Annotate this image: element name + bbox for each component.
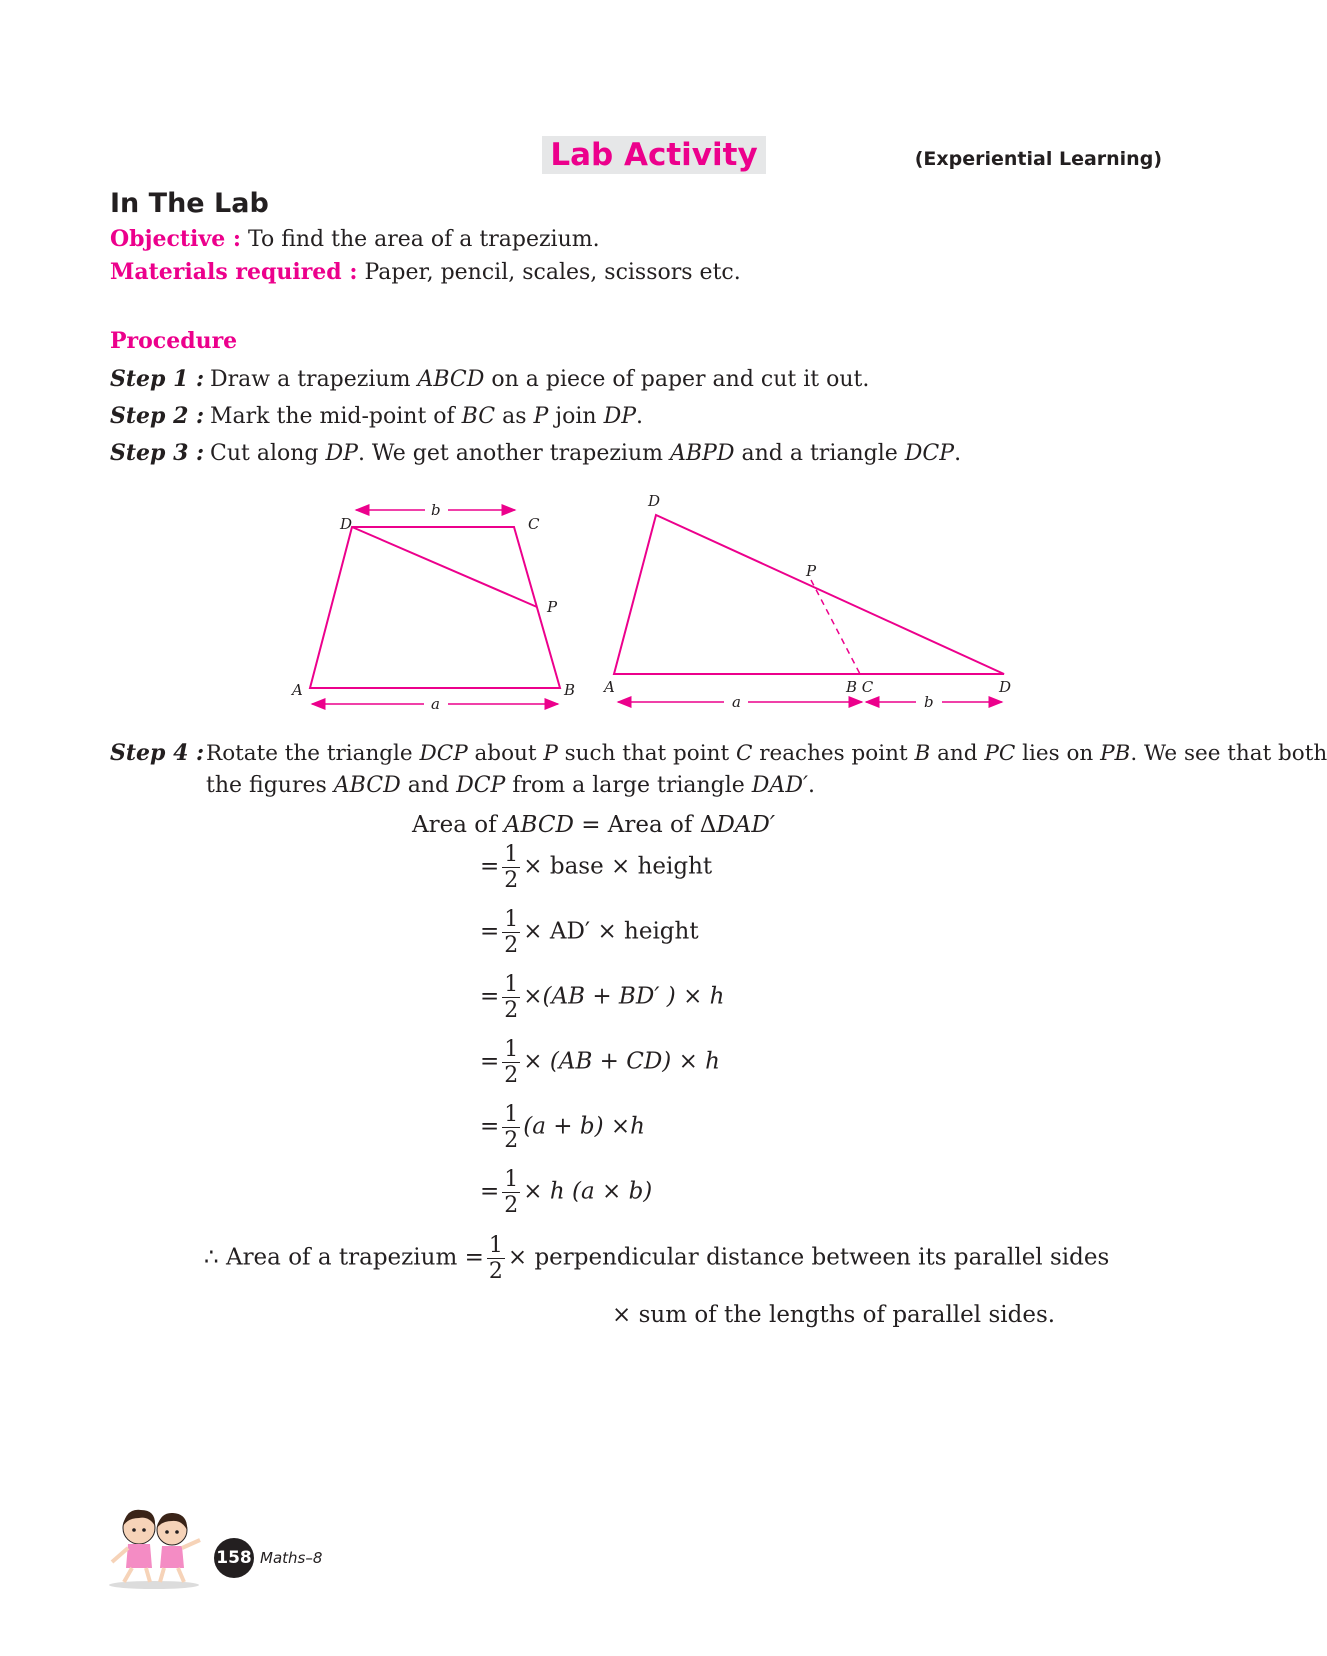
step-4-t5: C	[735, 741, 753, 766]
step-1-abcd: ABCD	[417, 367, 485, 392]
step-4-t0: Rotate the triangle	[206, 741, 420, 766]
conclusion-line-1	[204, 1233, 1109, 1284]
step-3	[110, 440, 961, 466]
fraction-den: 2	[504, 998, 519, 1023]
step-3-dp: DP	[325, 441, 358, 466]
step-4-l2-t1: ABCD	[333, 773, 401, 798]
section-title: In The Lab	[110, 188, 269, 219]
conclusion-line-2: × sum of the lengths of parallel sides.	[612, 1302, 1056, 1328]
triangle-dad	[614, 515, 1004, 674]
fig2-label-d-right: D	[999, 678, 1012, 696]
fraction-num: 1	[504, 1102, 519, 1127]
fig1-label-a: A	[292, 681, 303, 699]
fig1-label-b: B	[564, 681, 576, 699]
step-4-t2: about	[467, 741, 544, 766]
deriv-abcd: ABCD	[503, 812, 574, 838]
materials-label: Materials required :	[110, 259, 358, 285]
step-2-bc: BC	[461, 404, 496, 429]
step-3-label: Step 3 :	[110, 440, 205, 466]
step-2-text-2: as	[495, 404, 534, 429]
book-title: Maths–8	[260, 1549, 323, 1567]
step-2-text-4: .	[636, 404, 644, 429]
fraction-half	[502, 1167, 520, 1218]
activity-title: Lab Activity	[542, 136, 766, 174]
fraction-num: 1	[504, 842, 519, 867]
derivation-row-1	[480, 842, 712, 893]
step-3-text-2: . We get another trapezium	[357, 441, 670, 466]
step-4-t11: PB	[1100, 741, 1131, 766]
dashed-segment-pb	[811, 580, 860, 674]
derivation-row-3	[480, 972, 725, 1023]
step-2-dp: DP	[603, 404, 637, 429]
row-4-expr: × (AB + CD) × h	[523, 1048, 720, 1075]
fig2-label-len-b: b	[924, 693, 934, 711]
conclusion-text-1: Area of a trapezium =	[225, 1244, 484, 1271]
fraction-num: 1	[504, 1167, 519, 1192]
fig1-label-c: C	[528, 515, 540, 533]
row-3-expr: ×(AB + BD′ ) × h	[523, 983, 725, 1010]
conclusion-text-2: × perpendicular distance between its parallel sides	[507, 1244, 1110, 1271]
fraction-den: 2	[504, 1193, 519, 1218]
fraction-half	[502, 1102, 520, 1153]
equals-sign: =	[480, 1048, 500, 1075]
fig1-label-len-b: b	[431, 501, 441, 519]
step-1-text: Draw a trapezium	[210, 367, 418, 392]
procedure-title: Procedure	[110, 328, 238, 354]
fraction-num: 1	[504, 972, 519, 997]
segment-dp	[352, 527, 537, 607]
step-4-l2-t4: from a large triangle	[505, 773, 752, 798]
step-3-abpd: ABPD	[670, 441, 735, 466]
step-4-t10: lies on	[1015, 741, 1101, 766]
equals-sign: =	[480, 853, 500, 880]
derivation-first-line	[412, 812, 775, 838]
derivation-row-2	[480, 907, 699, 958]
step-3-text: Cut along	[210, 441, 326, 466]
step-4-t6: reaches point	[752, 741, 915, 766]
step-4-l2-t2: and	[400, 773, 457, 798]
trapezium-abcd	[310, 527, 560, 688]
step-2-text: Mark the mid-point of	[210, 404, 462, 429]
figure-1-trapezium	[290, 501, 575, 713]
step-4-l2-t3: DCP	[456, 773, 506, 798]
step-3-text-3: and a triangle	[734, 441, 905, 466]
derivation-row-5	[480, 1102, 645, 1153]
fig1-label-p: P	[547, 598, 558, 616]
fraction-den: 2	[504, 1128, 519, 1153]
fraction-num: 1	[504, 907, 519, 932]
step-4-t7: B	[914, 741, 931, 766]
step-4-t12: . We see that both	[1130, 741, 1327, 766]
derivation-row-6	[480, 1167, 652, 1218]
kids-mascot-icon	[104, 1500, 210, 1590]
fraction-num: 1	[488, 1233, 503, 1258]
step-1-label: Step 1 :	[110, 366, 205, 392]
step-4-t4: such that point	[557, 741, 736, 766]
step-4-t9: PC	[984, 741, 1016, 766]
row-2-expr: × AD′ × height	[523, 918, 699, 945]
deriv-dad: DAD′	[716, 812, 776, 838]
fraction-den: 2	[504, 1063, 519, 1088]
step-4-l2-t5: DAD′	[751, 773, 808, 798]
step-1	[110, 366, 869, 392]
step-3-text-4: .	[954, 441, 962, 466]
objective-line	[110, 226, 600, 252]
step-2-text-3: join	[548, 404, 604, 429]
objective-label: Objective :	[110, 226, 241, 252]
fig2-label-a: A	[604, 678, 615, 696]
step-4-l2-t6: .	[807, 773, 815, 798]
step-2-p: P	[533, 404, 549, 429]
objective-text: To find the area of a trapezium.	[247, 227, 600, 252]
trapezium-figures	[0, 480, 1296, 720]
derivation-row-4	[480, 1037, 720, 1088]
fraction-half	[487, 1233, 505, 1284]
step-4-t8: and	[930, 741, 985, 766]
figure-2-triangle	[602, 492, 1011, 711]
fig2-label-len-a: a	[732, 693, 741, 711]
equals-sign: =	[480, 1113, 500, 1140]
deriv-equals-area: = Area of Δ	[573, 812, 717, 838]
step-4-line-2	[206, 773, 815, 798]
equals-sign: =	[480, 918, 500, 945]
row-5-expr: (a + b) ×h	[523, 1113, 645, 1140]
deriv-area-of: Area of	[412, 812, 504, 838]
fraction-den: 2	[504, 933, 519, 958]
equals-sign: =	[480, 983, 500, 1010]
step-1-text-2: on a piece of paper and cut it out.	[484, 367, 870, 392]
fraction-half	[502, 842, 520, 893]
fraction-den: 2	[488, 1259, 503, 1284]
materials-text: Paper, pencil, scales, scissors etc.	[364, 260, 741, 285]
step-2	[110, 403, 643, 429]
fraction-half	[502, 907, 520, 958]
activity-tag: (Experiential Learning)	[914, 148, 1162, 170]
page-number-badge: 158	[214, 1538, 254, 1578]
step-4-t3: P	[543, 741, 558, 766]
fraction-den: 2	[504, 868, 519, 893]
row-6-expr: × h (a × b)	[523, 1178, 653, 1205]
step-4-l2-t0: the figures	[206, 773, 334, 798]
step-2-label: Step 2 :	[110, 403, 205, 429]
row-1-expr: × base × height	[523, 853, 713, 880]
therefore-symbol: ∴	[204, 1244, 219, 1271]
fig2-label-bc: B C	[846, 678, 874, 696]
step-4-label: Step 4 :	[110, 740, 205, 766]
fig1-label-d: D	[340, 515, 353, 533]
fraction-half	[502, 1037, 520, 1088]
step-4-line-1	[110, 740, 1327, 766]
fig2-label-d-top: D	[648, 492, 661, 510]
step-3-dcp: DCP	[904, 441, 955, 466]
materials-line	[110, 259, 741, 285]
fraction-num: 1	[504, 1037, 519, 1062]
fig1-label-len-a: a	[431, 695, 440, 713]
fraction-half	[502, 972, 520, 1023]
step-4-t1: DCP	[419, 741, 468, 766]
equals-sign: =	[480, 1178, 500, 1205]
fig2-label-p: P	[806, 562, 817, 580]
